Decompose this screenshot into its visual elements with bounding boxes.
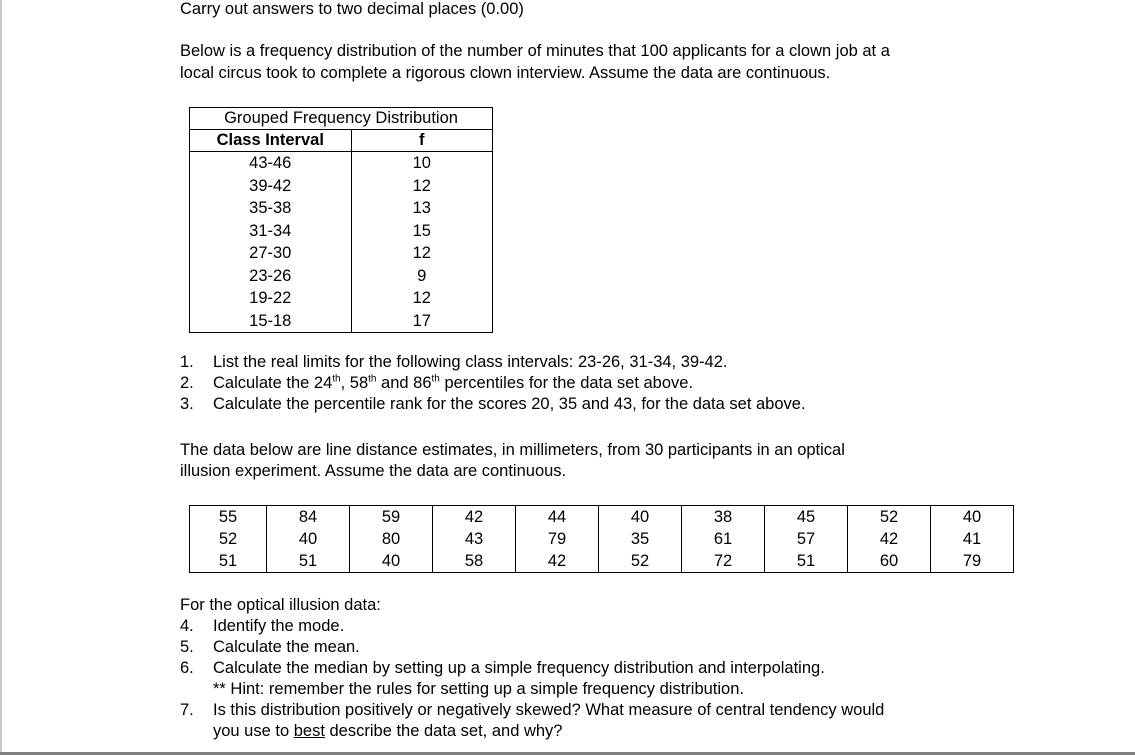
intro-paragraph-1-line-2: local circus took to complete a rigorous clown interview. Assume the data are continuous.	[180, 64, 831, 82]
class-interval-cell: 15-18	[190, 310, 352, 333]
instruction-text: Carry out answers to two decimal places (0.00)	[180, 0, 524, 18]
table-row	[190, 197, 493, 220]
data-cell: 40	[350, 550, 433, 573]
question-text-part: and 86	[376, 374, 432, 392]
question-number: 6.	[180, 659, 194, 677]
frequency-cell: 9	[351, 265, 492, 288]
frequency-cell: 15	[351, 220, 492, 243]
question-5	[180, 637, 884, 658]
question-text-part: , 58	[340, 374, 369, 392]
frequency-cell: 17	[351, 310, 492, 333]
data-cell: 55	[190, 506, 267, 529]
data-cell: 79	[516, 528, 599, 550]
class-interval-cell: 27-30	[190, 242, 352, 265]
data-cell: 40	[599, 506, 682, 529]
question-text-part: describe the data set, and why?	[324, 722, 563, 740]
question-6	[180, 658, 884, 700]
question-hint: ** Hint: remember the rules for setting up a simple frequency distribution.	[213, 680, 744, 698]
intro-paragraph-1-line-1: Below is a frequency distribution of the number of minutes that 100 applicants for a clown job at a	[180, 42, 890, 60]
question-2	[180, 373, 806, 394]
data-cell: 45	[765, 506, 848, 529]
data-cell: 44	[516, 506, 599, 529]
question-text-part: you use to	[213, 722, 294, 740]
table-title: Grouped Frequency Distribution	[190, 108, 493, 130]
data-cell: 38	[682, 506, 765, 529]
question-text: Calculate the mean.	[213, 638, 360, 656]
data-cell: 84	[267, 506, 350, 529]
frequency-cell: 12	[351, 175, 492, 198]
question-number: 5.	[180, 638, 194, 656]
table-row	[190, 287, 493, 310]
page-left-border	[0, 0, 2, 755]
superscript-ordinal: th	[332, 373, 341, 385]
intro-paragraph-2-line-2: illusion experiment. Assume the data are continuous.	[180, 462, 567, 480]
question-1	[180, 352, 806, 373]
data-cell: 59	[350, 506, 433, 529]
data-cell: 51	[190, 550, 267, 573]
question-list-a	[180, 352, 806, 415]
data-cell: 52	[599, 550, 682, 573]
question-text-part: Calculate the 24	[213, 374, 333, 392]
data-cell: 42	[516, 550, 599, 573]
data-cell: 79	[931, 550, 1014, 573]
frequency-cell: 12	[351, 287, 492, 310]
grouped-frequency-table	[189, 107, 493, 333]
question-text: Calculate the percentile rank for the scores 20, 35 and 43, for the data set above.	[213, 395, 806, 413]
class-interval-cell: 23-26	[190, 265, 352, 288]
question-number: 4.	[180, 617, 194, 635]
table-row	[190, 242, 493, 265]
data-cell: 42	[848, 528, 931, 550]
question-7	[180, 700, 884, 742]
question-text: Identify the mode.	[213, 617, 345, 635]
question-text-part: percentiles for the data set above.	[439, 374, 694, 392]
class-interval-cell: 39-42	[190, 175, 352, 198]
data-cell: 72	[682, 550, 765, 573]
intro-paragraph-2-line-1: The data below are line distance estimates, in millimeters, from 30 participants in an optical	[180, 441, 845, 459]
question-list-b	[180, 616, 884, 742]
question-number: 7.	[180, 701, 194, 719]
frequency-cell: 13	[351, 197, 492, 220]
data-cell: 51	[765, 550, 848, 573]
superscript-ordinal: th	[431, 373, 440, 385]
table-row	[190, 175, 493, 198]
table-row	[190, 265, 493, 288]
question-4	[180, 616, 884, 637]
illusion-data-table	[189, 505, 1014, 573]
data-cell: 80	[350, 528, 433, 550]
question-list-b-lead: For the optical illusion data:	[180, 596, 381, 614]
column-header-class-interval: Class Interval	[190, 130, 352, 152]
data-cell: 57	[765, 528, 848, 550]
data-cell: 52	[190, 528, 267, 550]
data-cell: 52	[848, 506, 931, 529]
data-cell: 40	[267, 528, 350, 550]
question-number: 2.	[180, 374, 194, 392]
underlined-word: best	[293, 722, 325, 740]
question-number: 3.	[180, 395, 194, 413]
table-row	[190, 310, 493, 333]
class-interval-cell: 43-46	[190, 152, 352, 175]
data-cell: 35	[599, 528, 682, 550]
frequency-cell: 12	[351, 242, 492, 265]
data-cell: 58	[433, 550, 516, 573]
question-3	[180, 394, 806, 415]
data-cell: 61	[682, 528, 765, 550]
table-row	[190, 550, 1014, 573]
table-row	[190, 506, 1014, 529]
column-header-frequency: f	[351, 130, 492, 152]
table-row	[190, 152, 493, 175]
frequency-cell: 10	[351, 152, 492, 175]
class-interval-cell: 31-34	[190, 220, 352, 243]
class-interval-cell: 35-38	[190, 197, 352, 220]
data-cell: 42	[433, 506, 516, 529]
question-text: Calculate the median by setting up a simple frequency distribution and interpolating.	[213, 659, 825, 677]
superscript-ordinal: th	[368, 373, 377, 385]
table-row	[190, 220, 493, 243]
data-cell: 41	[931, 528, 1014, 550]
class-interval-cell: 19-22	[190, 287, 352, 310]
data-cell: 40	[931, 506, 1014, 529]
data-cell: 60	[848, 550, 931, 573]
data-cell: 51	[267, 550, 350, 573]
question-text: Is this distribution positively or negatively skewed? What measure of central tendency would	[213, 701, 885, 719]
question-number: 1.	[180, 353, 194, 371]
question-text: List the real limits for the following class intervals: 23-26, 31-34, 39-42.	[213, 353, 728, 371]
table-row	[190, 528, 1014, 550]
data-cell: 43	[433, 528, 516, 550]
